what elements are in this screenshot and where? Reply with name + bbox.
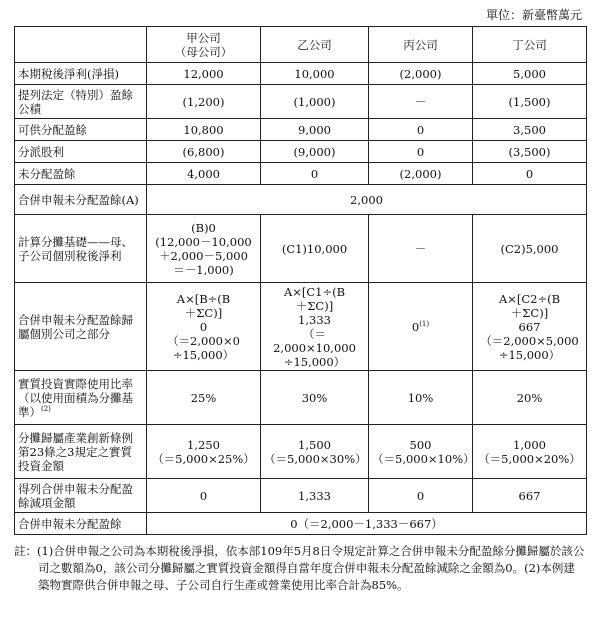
- row-label: 合併申報未分配盈餘: [15, 513, 147, 535]
- cell: 0: [473, 163, 587, 185]
- unit-label: 單位：新臺幣萬元: [485, 8, 582, 22]
- cell: (1,000): [261, 85, 369, 119]
- cell: (9,000): [261, 141, 369, 163]
- cell: (2,000): [369, 63, 473, 85]
- row-label: 計算分攤基礎——母、子公司個別稅後淨利: [15, 215, 147, 283]
- cell: A×[C2÷(B ＋ΣC)] 667 （＝2,000×5,000 ÷15,000）: [473, 283, 587, 371]
- cell-value: 0: [411, 319, 420, 334]
- footnote: 註：(1)合併申報之公司為本期稅後淨損，依本部109年5月8日令規定計算之合併申報未分配盈餘分攤歸屬於該公司之數額為0，該公司分攤歸屬之實質投資金額得自當年度合併申報未分配盈餘減除之金額為0。(2)本例建築物實際供合併申報之母、子公司自行生產或營業使用比率合計為85%。: [14, 544, 585, 592]
- cell: 0: [369, 119, 473, 141]
- row-label: 提列法定（特別）盈餘公積: [15, 85, 147, 119]
- cell: 0: [261, 163, 369, 185]
- cell: 667: [473, 479, 587, 513]
- cell: 1,000 （＝5,000×20%）: [473, 425, 587, 479]
- cell: 500 （＝5,000×10%）: [369, 425, 473, 479]
- cell: －: [369, 215, 473, 283]
- allocation-table: [14, 26, 587, 535]
- footnote-mark: (2): [41, 404, 51, 413]
- cell: (C1)10,000: [261, 215, 369, 283]
- cell: －: [369, 85, 473, 119]
- table-row-invest: [15, 425, 587, 479]
- header-cell: 丙公司: [369, 27, 473, 63]
- cell: 0: [147, 479, 261, 513]
- table-row: [15, 163, 587, 185]
- cell: (3,500): [473, 141, 587, 163]
- table-row-ratio: [15, 371, 587, 425]
- cell: (2,000): [369, 163, 473, 185]
- table-row-alloc: [15, 283, 587, 371]
- row-label: 分派股利: [15, 141, 147, 163]
- table-row: [15, 119, 587, 141]
- row-label: 分攤歸屬產業創新條例第23條之3規定之實質投資金額: [15, 425, 147, 479]
- row-label: 合併申報未分配盈餘歸屬個別公司之部分: [15, 283, 147, 371]
- header-cell: 丁公司: [473, 27, 587, 63]
- row-label-text: 實質投資實際使用比率（以使用面積為分攤基準）: [18, 376, 133, 419]
- table-row-deduct: [15, 479, 587, 513]
- cell: 10,800: [147, 119, 261, 141]
- row-label: 本期稅後淨利(淨損): [15, 63, 147, 85]
- cell: (B)0 (12,000－10,000 ＋2,000－5,000 ＝－1,000): [147, 215, 261, 283]
- table-row: [15, 141, 587, 163]
- cell: 1,500 （＝5,000×30%）: [261, 425, 369, 479]
- cell: 10%: [369, 371, 473, 425]
- cell: A×[B÷(B ＋ΣC)] 0 （＝2,000×0 ÷15,000）: [147, 283, 261, 371]
- cell: 4,000: [147, 163, 261, 185]
- cell: (C2)5,000: [473, 215, 587, 283]
- table-row-a: [15, 185, 587, 215]
- cell: (1,200): [147, 85, 261, 119]
- table-row: [15, 85, 587, 119]
- merged-cell: 2,000: [147, 185, 587, 215]
- cell: 0: [369, 141, 473, 163]
- cell: (1,500): [473, 85, 587, 119]
- cell: 5,000: [473, 63, 587, 85]
- row-label: 可供分配盈餘: [15, 119, 147, 141]
- cell: 0: [369, 479, 473, 513]
- header-cell: 甲公司 （母公司）: [147, 27, 261, 63]
- footnote-mark: (1): [419, 319, 430, 328]
- cell: 1,333: [261, 479, 369, 513]
- row-label: 得列合併申報未分配盈餘減項金額: [15, 479, 147, 513]
- header-row: [15, 27, 587, 63]
- cell: 9,000: [261, 119, 369, 141]
- cell: (6,800): [147, 141, 261, 163]
- cell: [369, 283, 473, 371]
- table-row-basis: [15, 215, 587, 283]
- cell: A×[C1÷(B ＋ΣC)] 1,333 （＝2,000×10,000 ÷15,000）: [261, 283, 369, 371]
- row-label: 未分配盈餘: [15, 163, 147, 185]
- row-label: [15, 371, 147, 425]
- merged-cell: 0（＝2,000－1,333－667）: [147, 513, 587, 535]
- row-label: 合併申報未分配盈餘(A): [15, 185, 147, 215]
- cell: 20%: [473, 371, 587, 425]
- table-row-final: [15, 513, 587, 535]
- cell: 1,250 （＝5,000×25%）: [147, 425, 261, 479]
- cell: 12,000: [147, 63, 261, 85]
- header-cell: [15, 27, 147, 63]
- cell: 25%: [147, 371, 261, 425]
- cell: 30%: [261, 371, 369, 425]
- header-cell: 乙公司: [261, 27, 369, 63]
- table-row: [15, 63, 587, 85]
- cell: 3,500: [473, 119, 587, 141]
- cell: 10,000: [261, 63, 369, 85]
